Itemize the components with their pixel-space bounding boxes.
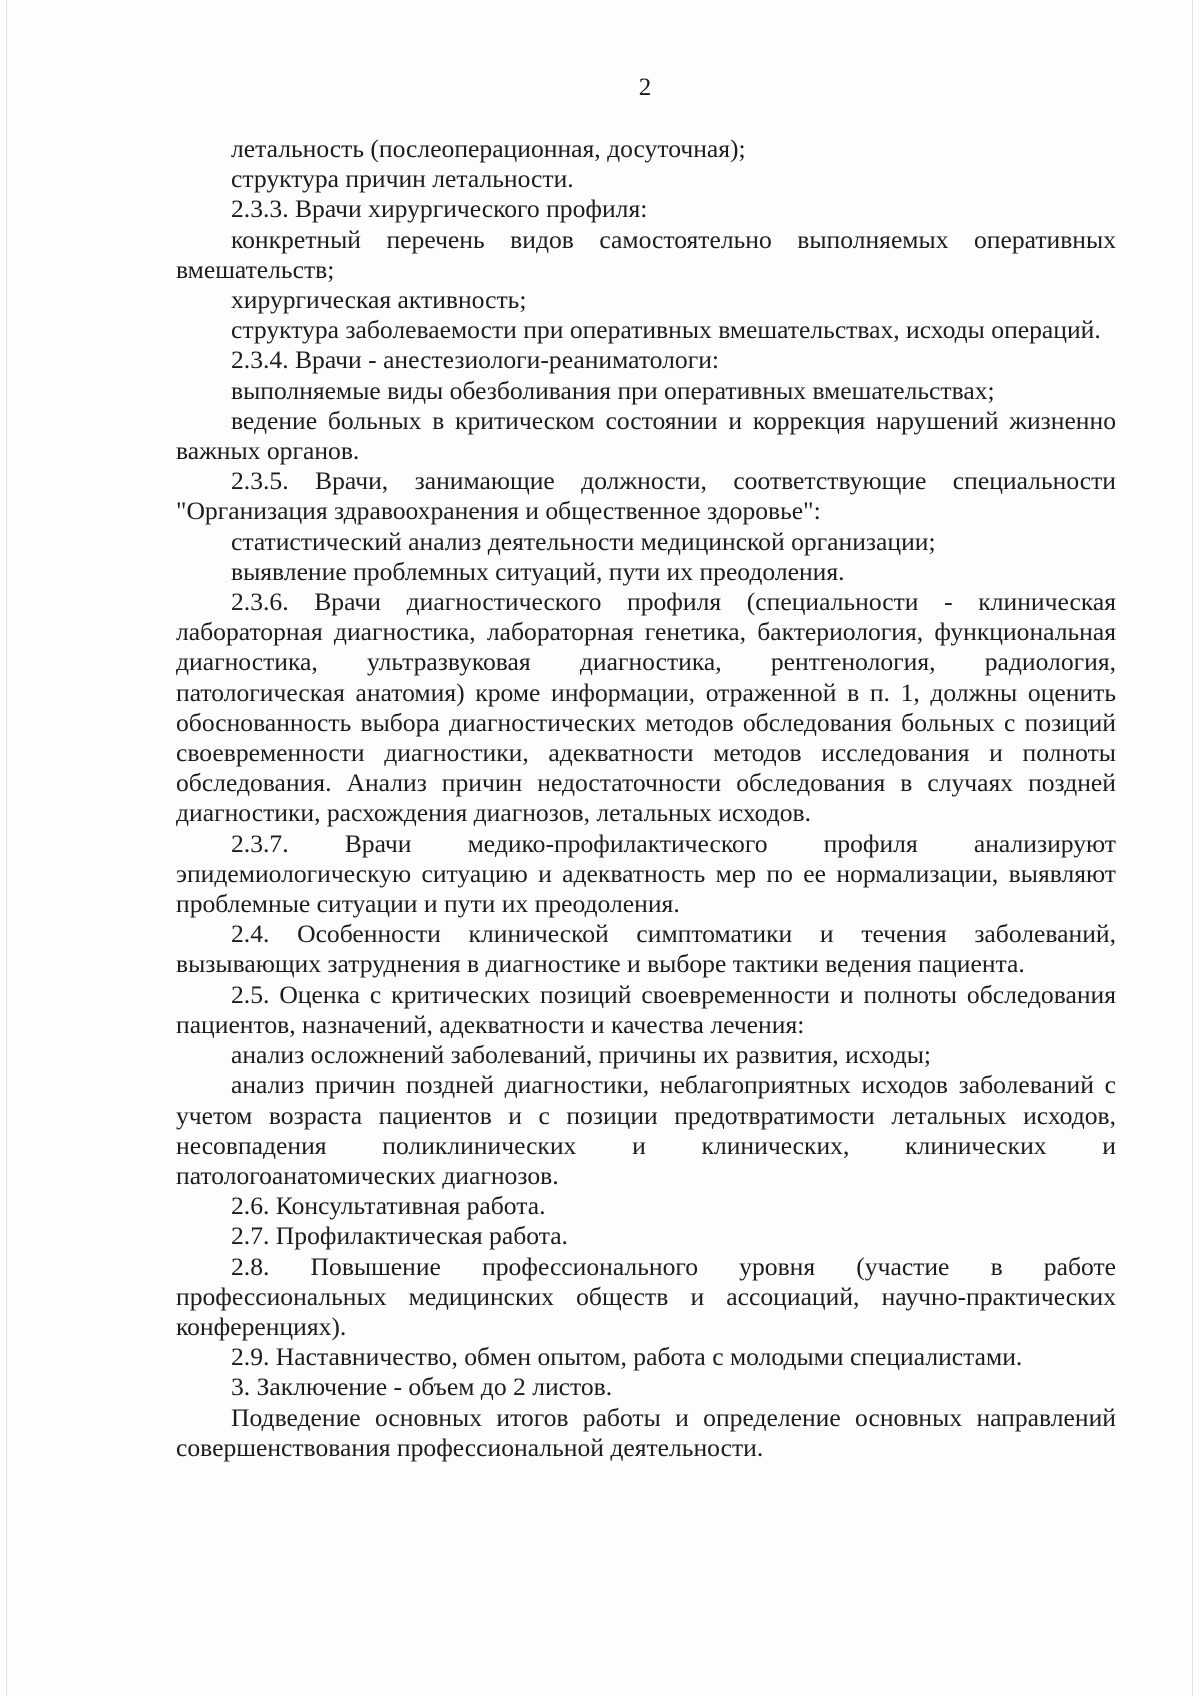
- paragraph: летальность (послеоперационная, досуточная);: [231, 134, 746, 163]
- section-paragraph: 2.5. Оценка с критических позиций своевременности и полноты обследования пациентов, назначений, адекватности и качества лечения:: [176, 979, 1116, 1039]
- paragraph: хирургическая активность;: [231, 285, 527, 315]
- scan-edge-right: [1192, 0, 1193, 1696]
- paragraph: конкретный перечень видов самостоятельно выполняемых оперативных вмешательств;: [176, 224, 1116, 284]
- paragraph: структура заболеваемости при оперативных вмешательствах, исходы операций.: [231, 315, 1101, 345]
- paragraph: структура причин летальности.: [231, 164, 574, 194]
- paragraph: Подведение основных итогов работы и определение основных направлений совершенствования профессиональной деятельности.: [176, 1402, 1116, 1462]
- paragraph: анализ осложнений заболеваний, причины их развития, исходы;: [231, 1040, 932, 1070]
- scan-edge-left: [6, 0, 7, 1696]
- section-heading: 2.3.5. Врачи, занимающие должности, соответствующие специальности "Организация здравоохранения и общественное здоровье":: [176, 466, 1116, 526]
- paragraph: статистический анализ деятельности медицинской организации;: [231, 526, 936, 556]
- section-paragraph: 2.4. Особенности клинической симптоматики и течения заболеваний, вызывающих затруднения в диагностике и выборе тактики ведения пациента.: [176, 919, 1116, 979]
- page-number: 2: [638, 74, 652, 101]
- section-paragraph: 2.3.7. Врачи медико-профилактического профиля анализируют эпидемиологическую ситуацию и адекватность мер по ее нормализации, выявляют проблемные ситуации и пути их преодоления.: [176, 828, 1116, 919]
- paragraph: ведение больных в критическом состоянии и коррекция нарушений жизненно важных органов.: [176, 405, 1116, 466]
- paragraph: выявление проблемных ситуаций, пути их преодоления.: [231, 556, 845, 586]
- section-heading: 2.3.3. Врачи хирургического профиля:: [231, 194, 648, 224]
- section-heading: 2.7. Профилактическая работа.: [231, 1221, 568, 1251]
- section-paragraph: 2.8. Повышение профессионального уровня (участие в работе профессиональных медицинских обществ и ассоциаций, научно-практических конференциях).: [176, 1251, 1116, 1341]
- section-paragraph: 2.3.6. Врачи диагностического профиля (специальности - клиническая лабораторная диагностика, лабораторная генетика, бактериология, функциональная диагностика, ультразвуковая диагностика, рентгенология, радиология, патологическая анатомия) кроме информации, отраженной в п. 1, должны оценить обоснованность выбора диагностических методов обследования больных с позиций своевременности диагностики, адекватности методов исследования и полноты обследования. Анализ причин недостаточности обследования в случаях поздней диагностики, расхождения диагнозов, летальных исходов.: [176, 587, 1116, 828]
- section-heading: 2.9. Наставничество, обмен опытом, работа с молодыми специалистами.: [231, 1342, 1023, 1372]
- section-heading: 3. Заключение - объем до 2 листов.: [231, 1372, 613, 1402]
- paragraph: выполняемые виды обезболивания при оперативных вмешательствах;: [231, 375, 995, 405]
- paragraph: анализ причин поздней диагностики, неблагоприятных исходов заболеваний с учетом возраста пациентов и с позиции предотвратимости летальных исходов, несовпадения поликлинических и клинических, клинических и патологоанатомических диагнозов.: [176, 1070, 1116, 1190]
- document-body: [176, 134, 1116, 1463]
- section-heading: 2.3.4. Врачи - анестезиологи-реаниматологи:: [231, 345, 720, 375]
- section-heading: 2.6. Консультативная работа.: [231, 1191, 546, 1221]
